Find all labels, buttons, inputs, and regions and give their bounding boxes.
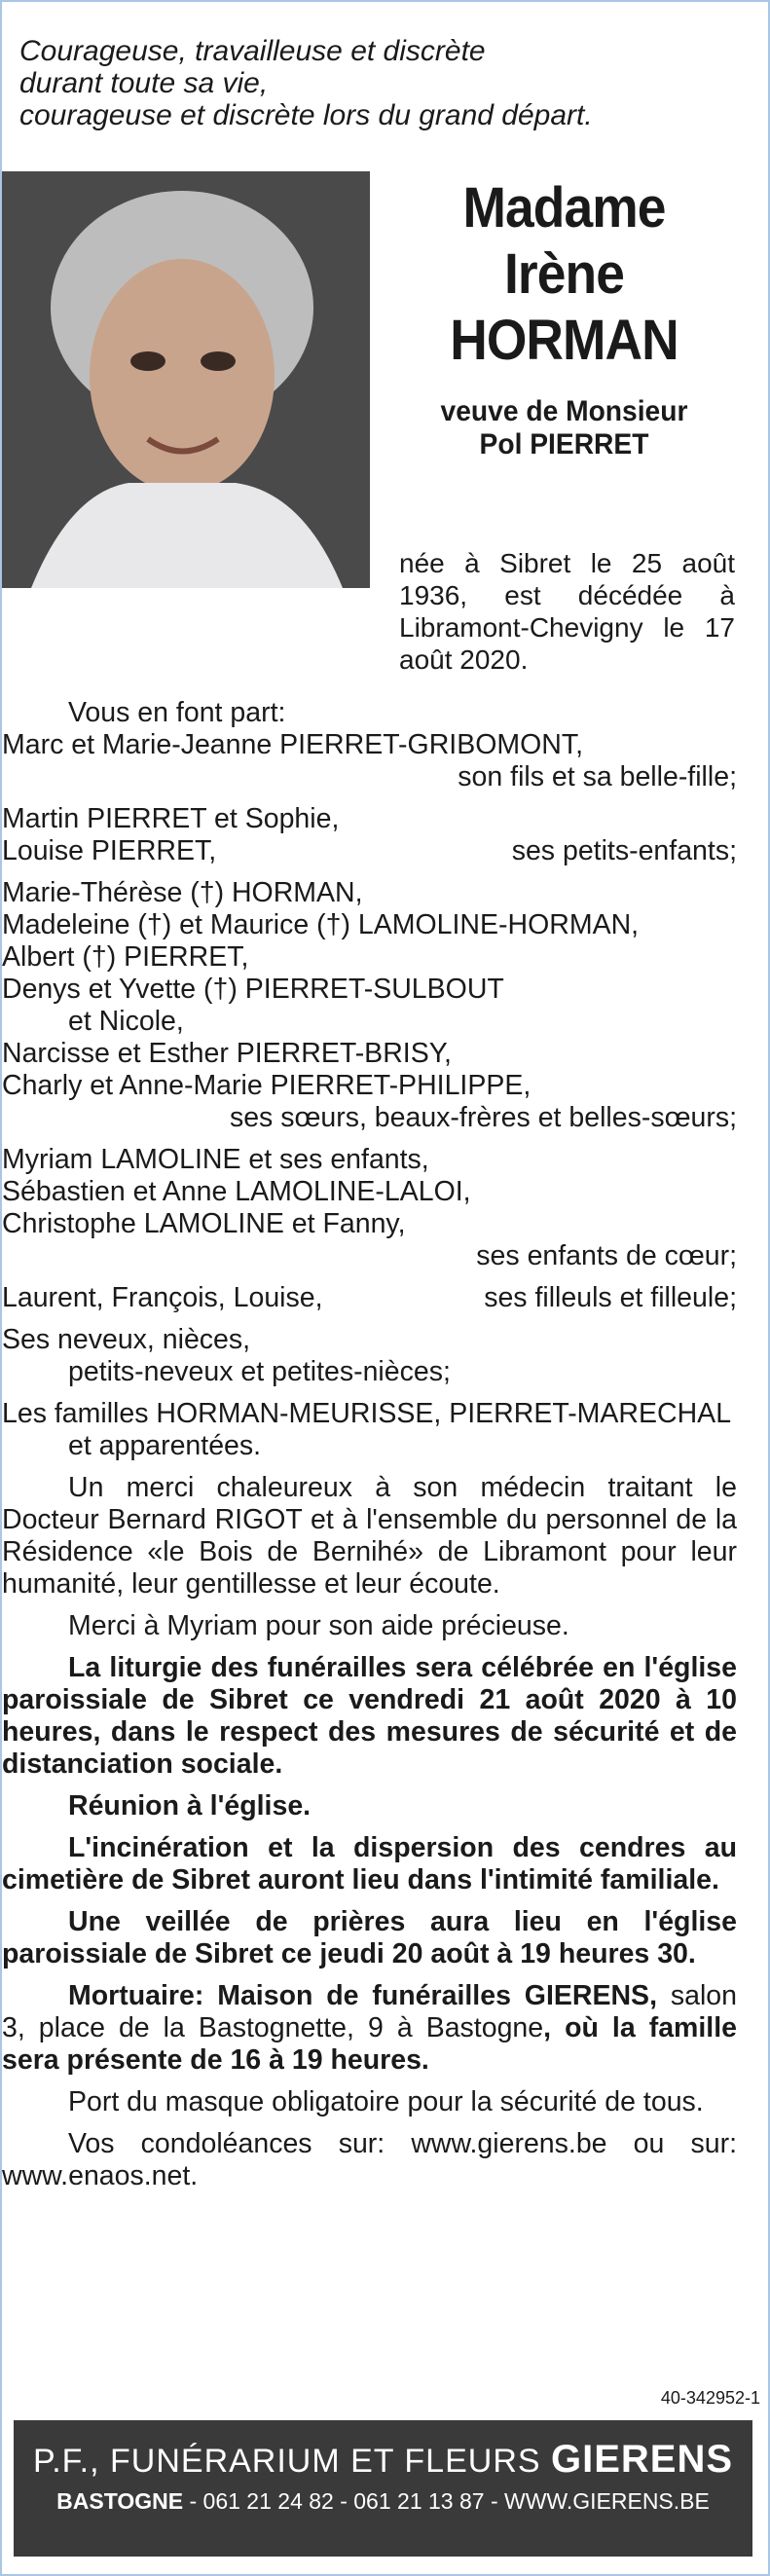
footer-title <box>14 2440 752 2481</box>
family-role: son fils et sa belle-fille; <box>458 761 737 792</box>
family-line: Christophe LAMOLINE et Fanny, <box>2 1208 406 1239</box>
family-line: et Nicole, <box>68 1006 184 1037</box>
deceased-name-block <box>391 175 737 461</box>
widow-line: Pol PIERRET <box>479 428 649 460</box>
quote-line: Courageuse, travailleuse et discrète <box>19 35 486 67</box>
family-line: Les familles HORMAN-MEURISSE, PIERRET-MARECHAL <box>2 1398 732 1429</box>
notice-content <box>16 14 752 131</box>
cremation-paragraph: L'incinération et la dispersion des cendres au cimetière de Sibret auront lieu dans l'intimité familiale. <box>2 1832 737 1895</box>
mortuary-bold: Mortuaire: Maison de funérailles GIERENS, <box>68 1980 657 2011</box>
family-line: Marc et Marie-Jeanne PIERRET-GRIBOMONT, <box>2 729 584 760</box>
name-title: Madame <box>462 176 666 239</box>
funeral-home-footer <box>14 2420 752 2557</box>
family-line: petits-neveux et petites-nièces; <box>68 1356 451 1387</box>
mortuary-paragraph <box>2 1980 737 2077</box>
last-name: HORMAN <box>450 309 678 372</box>
mortuary-address: salon 3, place de la Bastognette, 9 à Bastogne <box>2 1980 737 2043</box>
footer-brand: GIERENS <box>551 2438 734 2481</box>
family-role: ses enfants de cœur; <box>476 1240 737 1271</box>
family-line: Madeleine (†) et Maurice (†) LAMOLINE-HORMAN, <box>2 909 640 940</box>
mortuary-hours: , où la famille sera présente de 16 à 19 heures. <box>2 2012 737 2076</box>
family-role: ses filleuls et filleule; <box>484 1282 737 1313</box>
quote-line: courageuse et discrète lors du grand départ. <box>19 99 593 131</box>
quote-line: durant toute sa vie, <box>19 67 269 99</box>
vigil-paragraph: Une veillée de prières aura lieu en l'église paroissiale de Sibret ce jeudi 20 août à 19 heures 30. <box>2 1906 737 1969</box>
thanks-paragraph: Un merci chaleureux à son médecin traitant le Docteur Bernard RIGOT et à l'ensemble du personnel de la Résidence «le Bois de Bernihé» de Libramont pour leur humanité, leur gentillesse et leur écoute. <box>2 1472 737 1600</box>
family-role: ses sœurs, beaux-frères et belles-sœurs; <box>229 1102 737 1133</box>
reunion-line: Réunion à l'église. <box>68 1790 312 1822</box>
family-line: Sébastien et Anne LAMOLINE-LALOI, <box>2 1176 471 1207</box>
widow-line: veuve de Monsieur <box>440 395 688 427</box>
family-line: Narcisse et Esther PIERRET-BRISY, <box>2 1038 452 1069</box>
footer-phones-web: - 061 21 24 82 - 061 21 13 87 - WWW.GIERENS.BE <box>183 2488 710 2514</box>
family-intro: Vous en font part: <box>68 697 286 728</box>
notice-body <box>2 697 737 2192</box>
thanks-myriam: Merci à Myriam pour son aide précieuse. <box>68 1610 569 1641</box>
footer-title-text: P.F., FUNÉRARIUM ET FLEURS <box>32 2443 551 2480</box>
reference-number: 40-342952-1 <box>660 2388 760 2408</box>
liturgy-paragraph: La liturgie des funérailles sera célébrée en l'église paroissiale de Sibret ce vendredi 21 août 2020 à 10 heures, dans le respect des mesures de sécurité et de distanciation sociale. <box>2 1652 737 1780</box>
birth-death-info: née à Sibret le 25 août 1936, est décédée à Libramont-Chevigny le 17 août 2020. <box>399 548 735 675</box>
mask-paragraph: Port du masque obligatoire pour la sécurité de tous. <box>68 2086 704 2117</box>
first-name: Irène <box>504 242 624 306</box>
family-line: Albert (†) PIERRET, <box>2 941 249 973</box>
footer-city: BASTOGNE <box>56 2488 184 2514</box>
portrait-photo <box>2 171 370 588</box>
condolences-paragraph: Vos condoléances sur: www.gierens.be ou sur: www.enaos.net. <box>2 2128 737 2191</box>
family-line: Louise PIERRET, <box>2 835 217 866</box>
family-line: Laurent, François, Louise, <box>2 1282 323 1313</box>
family-line: Marie-Thérèse (†) HORMAN, <box>2 877 363 908</box>
widow-of <box>402 395 727 461</box>
family-line: Denys et Yvette (†) PIERRET-SULBOUT <box>2 974 504 1005</box>
opening-quote <box>19 35 752 131</box>
family-line: et apparentées. <box>68 1430 262 1461</box>
family-line: Martin PIERRET et Sophie, <box>2 803 340 834</box>
family-line: Charly et Anne-Marie PIERRET-PHILIPPE, <box>2 1070 532 1101</box>
family-line: Ses neveux, nièces, <box>2 1324 251 1355</box>
portrait-illustration <box>2 171 370 588</box>
footer-contact <box>14 2486 752 2516</box>
family-role: ses petits-enfants; <box>511 835 737 866</box>
family-line: Myriam LAMOLINE et ses enfants, <box>2 1144 429 1175</box>
